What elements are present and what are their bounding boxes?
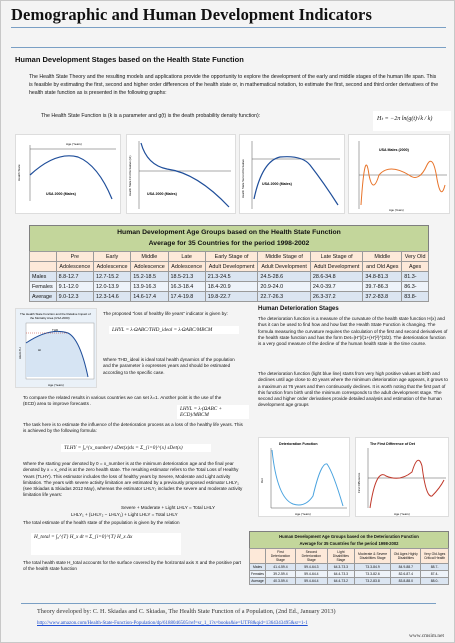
table-row — [30, 272, 429, 282]
table-cell: 84.9-88.7 — [391, 564, 421, 571]
row-label: Females — [30, 282, 57, 292]
health-state-chart-svg — [16, 135, 122, 215]
header-cell: Light Disabilities Stage — [327, 549, 354, 564]
chart-title: Deterioration Function — [279, 442, 318, 446]
deterioration-grid — [249, 548, 449, 585]
header-cell: Adult Development — [205, 262, 258, 272]
deterioration-heading: Human Deterioration Stages — [258, 306, 339, 312]
table-title-line2: Average for 35 Countries for the period 1998-2002 — [148, 239, 310, 247]
table-cell: 59.4-64.4 — [295, 571, 327, 578]
header-cell: Old Ages Highly Disabilities — [391, 549, 421, 564]
header-cell — [250, 549, 266, 564]
chart-caption-line1: The Health State Function and the Relative Impact of — [20, 312, 91, 316]
site-url: www.cmsim.net — [409, 633, 444, 639]
footer-divider — [21, 603, 436, 604]
table-cell: 39.7-86.3 — [363, 282, 402, 292]
header-row — [250, 549, 449, 564]
mortality-area-chart-svg — [16, 309, 98, 389]
y-label: Det — [260, 478, 264, 483]
third-derivative-curve — [361, 161, 445, 205]
intro-paragraph: The Health State Theory and the resulting models and applications provide the opportunity to explore the development of the early and middle stages of the human life span. This is feasible by estimating the first, second and higher order differences of the health state or, in mathematical notation, to estimate the first, second and third order derivatives of the health state function as is presented in the following graphs: — [29, 74, 439, 97]
deterioration-chart-svg — [259, 438, 351, 518]
y-label: First Difference — [357, 472, 361, 493]
header-cell: Adolescence — [168, 262, 205, 272]
deterioration-curve — [272, 450, 343, 506]
book-link[interactable]: http://www.amazon.com/Health-State-Function-Population/dp/6188046505/ref=sr_1_1?s=books&ie=UTF8&qid=1364343495&sr=1-1 — [37, 621, 308, 626]
htotal-explanation: The total health state H_total accounts for the surface covered by the horizontal axis X and the positive part of the health state function — [23, 560, 242, 572]
table-cell: 64.4-73.3 — [327, 571, 354, 578]
table-cell: 40.3-59.4 — [266, 578, 296, 585]
header-cell: Late Stage of — [310, 252, 363, 262]
header-cell: Adult Development — [310, 262, 363, 272]
y-label: Health State Second Derivative — [241, 159, 245, 198]
header-cell: Early Stage of — [205, 252, 258, 262]
lhyl-intro: The proposed "loss of healthy life years" indicator is given by: — [103, 311, 228, 316]
total-estimate-text: The total estimate of the health state of the population is given by the relation — [23, 520, 180, 525]
header-cell: and Old Ages — [363, 262, 402, 272]
second-derivative-curve — [254, 157, 338, 205]
section-subtitle: Human Development Stages based on the Health State Function — [15, 55, 244, 64]
table-cell: 9.0-12.3 — [56, 292, 93, 302]
deterioration-chart — [258, 437, 350, 517]
table-cell: 18.4-20.9 — [205, 282, 258, 292]
table-title-line1: Human Development Age Groups based on the Health State Function — [117, 229, 341, 236]
header-cell — [30, 262, 57, 272]
header-cell: Middle Stage of — [258, 252, 311, 262]
first-derivative-chart-svg — [127, 135, 237, 215]
first-derivative-curve — [141, 143, 229, 207]
header-cell: Late — [168, 252, 205, 262]
second-derivative-chart-svg — [240, 135, 346, 215]
table-cell: 59.4-64.3 — [295, 564, 327, 571]
table-row — [30, 292, 429, 302]
chart-caption-line2: the Mortality Area (USA 2000) — [30, 316, 70, 320]
table-cell: 87.4- — [421, 571, 449, 578]
table-cell: 81.3- — [402, 272, 429, 282]
table-cell: 12.7-15.2 — [93, 272, 130, 282]
table-cell: 83.8-88.0 — [391, 578, 421, 585]
table-cell: 73.2-83.8 — [354, 578, 390, 585]
table-row — [250, 578, 449, 585]
header-cell: First Deterioration Stage — [266, 549, 296, 564]
chart-caption: USA 2000 (Males) — [262, 182, 292, 186]
table-cell: 24.5-28.6 — [258, 272, 311, 282]
header-cell: Adolescence — [131, 262, 168, 272]
table-cell: 88.0- — [421, 578, 449, 585]
table-title-line1: Human Development Age Groups based on the Deterioration Function — [279, 534, 419, 539]
limitation-sum: Severe + Moderate + Light LHLY = Total LHLY — [121, 505, 216, 510]
table-cell: 34.8-81.3 — [363, 272, 402, 282]
header-cell: Very Old Ages Critical Health — [421, 549, 449, 564]
header-cell: Middle — [363, 252, 402, 262]
header-cell: Ages — [402, 262, 429, 272]
thd-label: THD — [52, 328, 59, 332]
lhyl-formula-2: LHYL = λ·(ΩABC + ECD)/MBCM — [177, 405, 249, 419]
table-cell: 21.3-24.5 — [205, 272, 258, 282]
chart-caption: USA 2000 (Males) — [147, 192, 177, 196]
table-cell: 13.9-16.3 — [131, 282, 168, 292]
table-cell: 64.4-73.2 — [327, 578, 354, 585]
htotal-formula: H_total = ∫₀^{T} H_x dt ≈ Σ_{i=0}^{T} H_x Δx — [31, 533, 181, 555]
mortality-area-chart — [15, 308, 97, 388]
row-label: Average — [30, 292, 57, 302]
table-cell: 39.2-59.4 — [266, 571, 296, 578]
age-groups-grid — [29, 251, 429, 302]
header-cell: Moderate & Severe Disabilities Stage — [354, 549, 390, 564]
health-state-chart — [15, 134, 121, 214]
row-label: Males — [250, 564, 266, 571]
third-derivative-chart — [348, 134, 450, 214]
header-cell: Adult Development — [258, 262, 311, 272]
table-cell: 37.2-83.8 — [363, 292, 402, 302]
compare-text: To compare the related results in various countries we can set λ=1. Another point is the use of the (ECD) area to improve forecasts . — [23, 395, 222, 407]
page-title: Demographic and Human Development Indicators — [11, 5, 372, 24]
table-cell: 9.1-12.0 — [56, 282, 93, 292]
lhly-sum: LHLY₁ + (LHLY₂ − LHLY₁) + Light LHLY = Total LHLY — [71, 512, 178, 517]
table-row — [250, 564, 449, 571]
title-divider-top — [11, 27, 446, 28]
table-cell: 12.0-13.9 — [93, 282, 130, 292]
table-cell: 82.6-87.4 — [391, 571, 421, 578]
table-cell: 19.8-22.7 — [205, 292, 258, 302]
lhyl-formula: LHYL = λ·ΩABC/THD_ideal = λ·ΩABC/MBCM — [109, 326, 239, 334]
table-cell: 20.9-24.0 — [258, 282, 311, 292]
header-cell: Pre — [56, 252, 93, 262]
x-label: Age (Years) — [66, 142, 82, 146]
table-cell: 8.8-12.7 — [56, 272, 93, 282]
table-cell: 83.8- — [402, 292, 429, 302]
table-row — [250, 571, 449, 578]
x-label: Age (Years) — [48, 383, 64, 387]
deterioration-text-2: The deterioration function (light blue line) starts from very high positive values at birth and declines until age close to 40 years where the minimum deterioration age appears, it grows to a maximum at 76 years and then continuously declines. It is worth noting that the first part of this function from birth until the minimum corresponds to the adult development stage. The second and higher order derivatives provide detailed analysis and estimation of the human development age groups — [258, 371, 448, 408]
task-text: The task here is to estimate the influence of the deterioration process as a loss of the healthy life years. This is achieved by the following formula: — [23, 422, 243, 434]
chart-caption: USA Males (2000) — [379, 148, 409, 152]
first-difference-chart — [355, 437, 449, 517]
table-cell: 26.3-37.2 — [310, 292, 363, 302]
chart-title: The First Difference of Det — [370, 442, 415, 446]
y-label: Health State — [17, 164, 21, 181]
deterioration-age-table — [249, 531, 449, 585]
lhyl-explanation: Where THD_ideal is ideal total health dynamics of the population and the parameter λ expresses years and should be estimated according to the specific case. — [103, 357, 235, 375]
header-cell — [30, 252, 57, 262]
table-cell: 64.3-73.3 — [327, 564, 354, 571]
table-cell: 18.5-21.3 — [168, 272, 205, 282]
row-label: Females — [251, 572, 265, 576]
table-cell: 14.6-17.4 — [131, 292, 168, 302]
first-difference-chart-svg — [356, 438, 450, 518]
table-row — [30, 282, 429, 292]
table-cell: 28.6-34.8 — [310, 272, 363, 282]
table-cell: 59.4-64.4 — [295, 578, 327, 585]
tlhy-explanation: Where the starting year denoted by 0 = x_number is at the minimum deterioration age and the final year denoted by x = x_end is at the zero health state. The resulting estimator refers to the Total Loss of Healthy Years (TLHY). This estimator includes the loss of healthy years by Severe, Moderate and Light activity limitation. The years with severe activity limitation are estimated by a previously proposed estimator LHLY₁ (see Skiadas & Skiadas 2012 May), whereas the estimator LHLY₂ includes the severe and moderate activity limitation life years: — [23, 461, 243, 498]
title-divider-bottom — [11, 47, 446, 48]
tlhy-formula: TLHY = ∫₀^{x_number} sDet(x)ds = Σ_{i=0}^{x} sDet(x) — [61, 444, 211, 452]
row-label: Average — [251, 579, 264, 583]
table-cell: 24.0-39.7 — [310, 282, 363, 292]
row-label: Males — [30, 272, 57, 282]
header-row-1 — [30, 252, 429, 262]
credit-line: Theory developed by: C. H. Skiadas and C. Skiadas, The Health State Function of a Population, (2nd Ed., January 2013) — [37, 608, 336, 615]
first-derivative-chart — [126, 134, 236, 214]
second-derivative-chart — [239, 134, 345, 214]
y-label: HEALTH — [18, 347, 22, 359]
chart-caption: USA 2000 (Males) — [46, 192, 76, 196]
header-cell: Middle — [131, 252, 168, 262]
table-cell: 88.7- — [421, 564, 449, 571]
age-groups-table-title — [29, 225, 429, 251]
third-derivative-chart-svg — [349, 135, 451, 215]
age-groups-table — [29, 225, 429, 302]
header-row-2 — [30, 262, 429, 272]
health-function-formula: Hₜ = −2π ln(g(t)√k / k) — [373, 111, 451, 131]
header-cell: Very Old — [402, 252, 429, 262]
table-cell: 86.3- — [402, 282, 429, 292]
header-cell: Early — [93, 252, 130, 262]
x-label: Age (Years) — [389, 208, 404, 212]
table-cell: 17.4-19.8 — [168, 292, 205, 302]
y-label: Health State First Derivative (x1) — [128, 155, 132, 196]
header-cell: Adolescence — [93, 262, 130, 272]
first-difference-curve — [370, 460, 444, 508]
header-cell: Adolescence — [56, 262, 93, 272]
header-cell: Second Deterioration Stage — [295, 549, 327, 564]
deterioration-text-1: The deterioration function is a measure of the curvature of the health state function H(x) and thus it can be used to find how and how fast the Health State Function is changing. The formula measuring the curvature requires the calculation of the first and second derivatives of the health state function and has the form Det=|H''|/(1+(H')²)^(3/2). The deterioration function is a very good measure of the decline of the human health state in the time course. — [258, 316, 448, 347]
table-cell: 41.4-59.4 — [266, 564, 296, 571]
table-cell: 22.7-26.3 — [258, 292, 311, 302]
health-function-label: The Health State Function is (k is a parameter and g(t) is the death probability density function): — [41, 113, 261, 119]
x-label: Age (Years) — [394, 512, 410, 516]
deterioration-table-title — [249, 531, 449, 548]
table-cell: 73.3-82.6 — [354, 571, 390, 578]
table-cell: 16.3-18.4 — [168, 282, 205, 292]
table-cell: 12.3-14.6 — [93, 292, 130, 302]
table-cell: 15.2-18.5 — [131, 272, 168, 282]
table-title-line2: Average for 35 Countries for the period 1998-2002 — [299, 541, 399, 546]
ht-label: Ht — [38, 348, 41, 352]
table-cell: 73.3-84.9 — [354, 564, 390, 571]
x-label: Age (Years) — [295, 512, 311, 516]
